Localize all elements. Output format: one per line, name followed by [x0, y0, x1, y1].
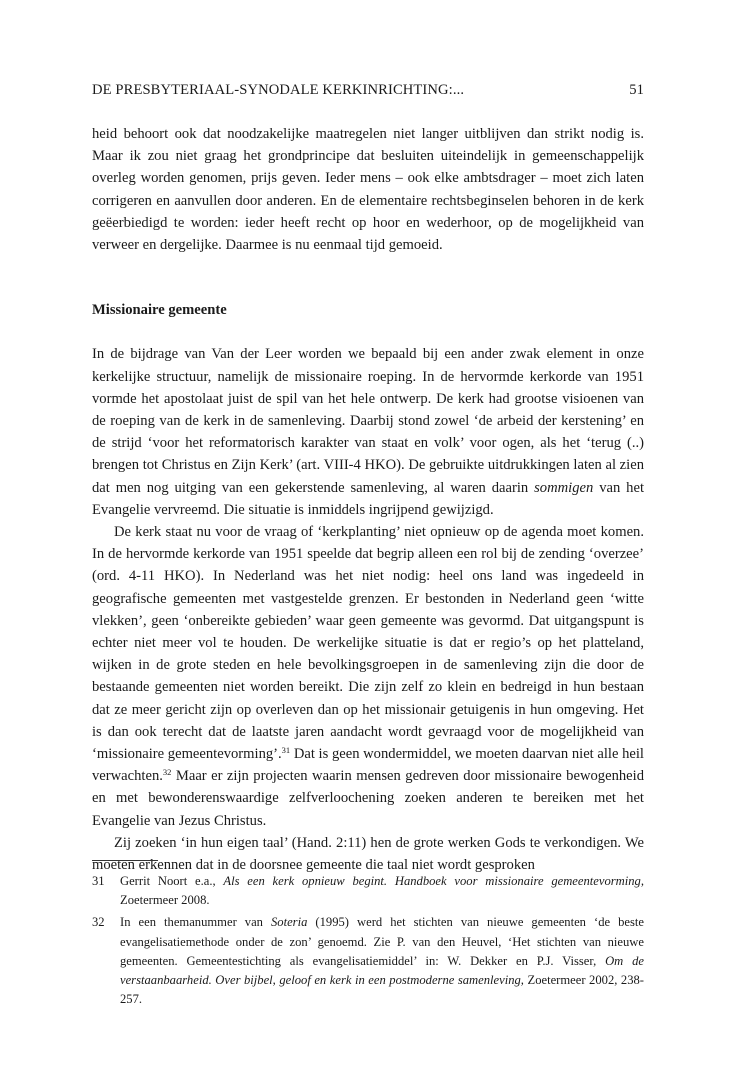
footnote-author: Gerrit Noort e.a.,	[120, 874, 216, 888]
footnote-number: 31	[92, 874, 105, 888]
footnote-text	[120, 872, 644, 910]
main-text	[92, 123, 644, 876]
footnote-book-title: Als een kerk opnieuw begint. Handboek voor missionaire gemeentevorming,	[223, 874, 644, 888]
paragraph: heid behoort ook dat noodzakelijke maatregelen niet langer uitblijven dan strikt nodig is. Maar ik zou niet graag het grondprincipe dat besluiten uiteindelijk in gemeenschappelijk overleg worden genomen, prijs geven. Ieder mens – ook elke ambtsdrager – moet zich laten corrigeren en aanvullen door anderen. En de elementaire rechtsbeginselen behoren in de kerk geëerbiedigd te worden: ieder heeft recht op hoor en wederhoor, op de mogelijkheid van verweer en dergelijke. Daarmee is nu eenmaal tijd gemoeid.	[92, 126, 644, 254]
footnote-segment: Zoetermeer 2002, 238-257.	[120, 973, 645, 1007]
footnote-segment: In een themanummer van	[120, 915, 263, 930]
paragraph-text: In de bijdrage van Van der Leer worden we bepaald bij een ander zwak element in onze kerkelijke structuur, namelijk de missionaire roeping. In de hervormde kerkorde van 1951 vormde het apostolaat juist de spil van het hele ontwerp. De kerk had grootse visioenen van de roeping van de kerk in de samenleving. Daarbij stond zowel ‘de arbeid der kerstening’ en de strijd ‘voor het reformatorisch karakter van staat en volk’ voor ogen, als het ‘terug (..) brengen tot Christus en Zijn Kerk’ (art. VIII-4 HKO). De gebruikte uitdrukkingen laten al zien dat men nog uitging van een gekerstende samenleving, al waren daarin	[92, 346, 644, 496]
paragraph	[92, 343, 644, 521]
paragraph-text: van het Evangelie vervreemd. Die situatie is inmiddels ingrijpend gewijzigd.	[92, 479, 644, 518]
footnote-number: 32	[92, 915, 105, 930]
paragraph-text: Maar er zijn projecten waarin mensen gedreven door missionaire bewogenheid en met bewonderenswaardige zelfverloochening zoeken anderen te bereiken met het Evangelie van Jezus Christus.	[92, 768, 644, 829]
footnote-32	[92, 913, 644, 1009]
footnote-31	[92, 872, 644, 910]
section-heading: Missionaire gemeente	[92, 302, 227, 319]
footnote-publisher: Zoetermeer 2008.	[120, 893, 210, 908]
running-header	[92, 81, 644, 99]
emphasis-text: sommigen	[534, 479, 594, 496]
footnote-book-title: Om de verstaanbaarheid. Over bijbel, geloof en kerk in een postmoderne samenleving,	[120, 953, 644, 988]
footnotes	[92, 872, 644, 1012]
footnote-ref-32[interactable]: 32	[162, 767, 172, 778]
paragraph-text: Dat is geen wondermiddel, we moeten daarvan niet alle heil verwachten.	[92, 746, 644, 785]
paragraph	[92, 521, 644, 832]
paragraph-text: De kerk staat nu voor de vraag of ‘kerkplanting’ niet opnieuw op de agenda moet komen. In de hervormde kerkorde van 1951 speelde dat begrip alleen een rol bij de zending ‘overzee’ (ord. 4-11 HKO). In Nederland was het niet nodig: heel ons land was ingedeeld in geografische gemeenten met vastgestelde grenzen. Er bestonden in Nederland geen ‘witte vlekken’, geen ‘onbereikte gebieden’ waar geen gemeente was gevormd. Dat uitgangspunt is echter niet meer vol te houden. De werkelijke situatie is dat er regio’s op het platteland, wijken in de grote steden en hele bevolkingsgroepen in de samenleving zijn die door de bestaande gemeenten niet worden bereikt. Die zijn zelf zo klein en bedreigd in hun bestaan dat ze meer gericht zijn op overleven dan op het missionair getuigenis in hun omgeving. Het is dan ook terecht dat de laatste jaren aandacht wordt gevraagd voor de mogelijkheid van ‘missionaire gemeentevorming’.	[92, 524, 644, 763]
running-title: DE PRESBYTERIAAL-SYNODALE KERKINRICHTING:...	[92, 82, 465, 98]
paragraph: Zij zoeken ‘in hun eigen taal’ (Hand. 2:11) hen de grote werken Gods te verkondigen. We moeten erkennen dat in de doorsnee gemeente die taal niet wordt gesproken	[92, 834, 644, 874]
footnote-ref-31[interactable]: 31	[281, 745, 291, 756]
footnote-segment: (1995) werd het stichten van nieuwe gemeenten ‘de beste evangelisatiemethode onder de zon’ genoemd. Zie P. van den Heuvel, ‘Het stichten van nieuwe gemeenten. Gemeentestichting als evangelisatiemiddel’ in: W. Dekker en P.J. Visser,	[120, 915, 644, 968]
footnote-divider	[92, 860, 158, 861]
page-number: 51	[629, 82, 644, 98]
footnote-journal-title: Soteria	[271, 915, 308, 930]
footnote-text	[120, 913, 644, 1009]
